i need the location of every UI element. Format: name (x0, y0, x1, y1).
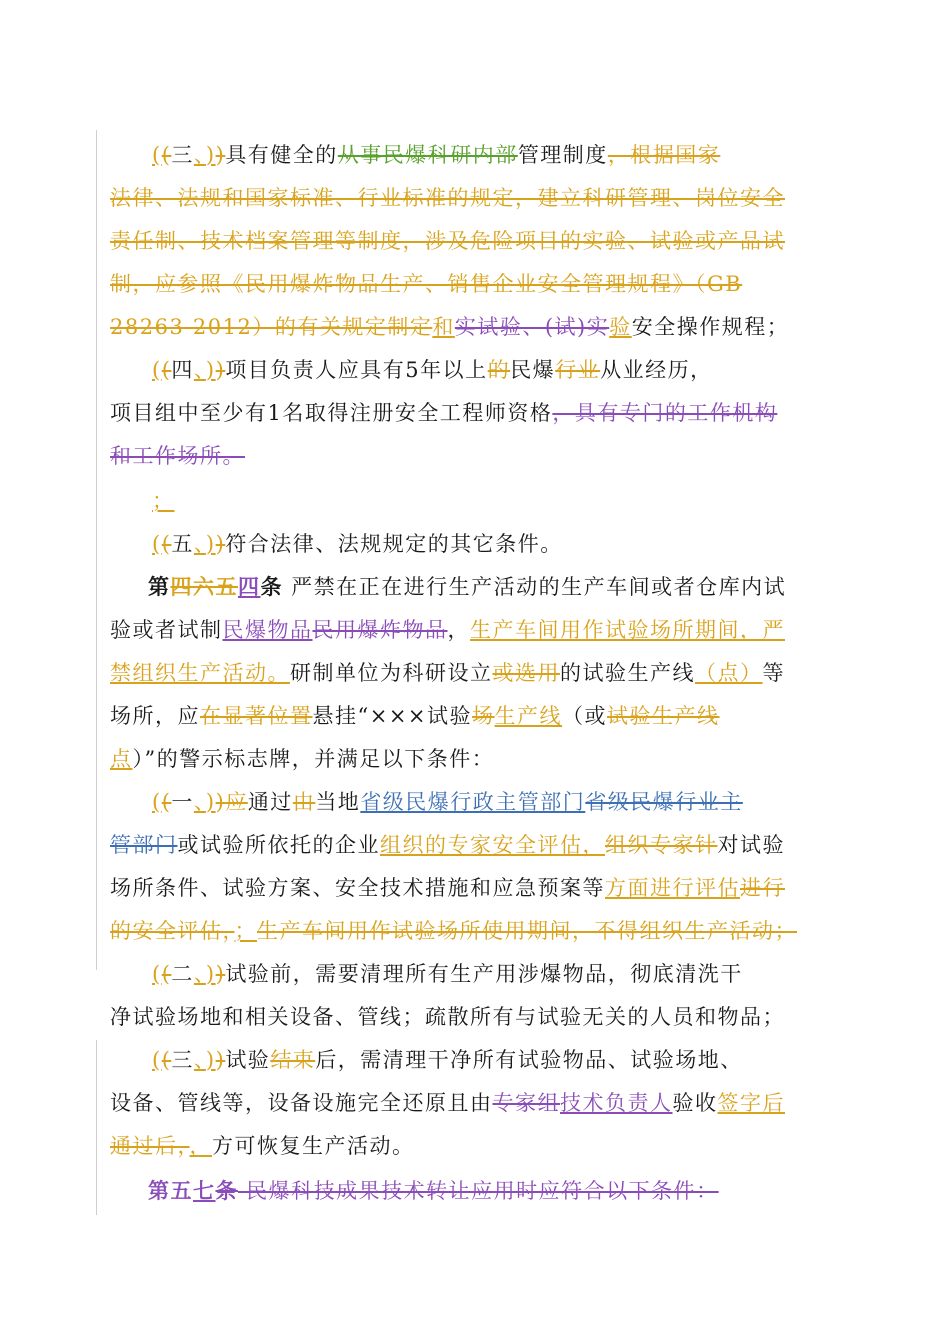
deleted-text: 由 (292, 790, 316, 814)
text-run: 研制单位为科研设立 (290, 661, 493, 685)
deleted-text: 进行 (740, 876, 785, 900)
inserted-text: 省级民爆行政主管部门 (360, 790, 586, 814)
inserted-text: ( (152, 358, 162, 382)
deleted-text: 和工作场所。 (110, 444, 245, 468)
text-run: 通过 (247, 790, 293, 814)
deleted-text: 法律、法规和国家标准、行业标准的规定，建立科研管理、岗位安全 (110, 186, 785, 210)
text-run: 净试验场地和相关设备、管线；疏散所有与试验无关的人员和物品； (110, 1005, 785, 1029)
revision-change-bar-lower (96, 1040, 97, 1215)
deleted-text: 试验生产线 (607, 704, 720, 728)
inserted-text: 七 (193, 1178, 216, 1203)
deleted-text: ) (215, 358, 226, 382)
deleted-text: 专家组 (492, 1091, 560, 1115)
text-run: 项目组中至少有1名取得注册安全工程师资格 (110, 401, 553, 425)
inserted-text: 禁组织生产活动。 (110, 661, 290, 685)
doc-line (152, 529, 892, 559)
deleted-text: ，具有专门的工作机构 (552, 401, 778, 425)
deleted-text: ) (215, 143, 226, 167)
doc-line (110, 269, 850, 299)
deleted-text: ( (161, 790, 172, 814)
doc-line (152, 959, 892, 989)
deleted-text: ) (215, 962, 226, 986)
text-run: 当地 (315, 790, 361, 814)
text-run: 的试验生产线 (560, 661, 695, 685)
inserted-text: ( (152, 1048, 162, 1072)
deleted-text: ) (215, 532, 226, 556)
text-run: 试验前，需要清理所有生产用涉爆物品，彻底清洗干 (225, 962, 743, 986)
doc-line (152, 355, 892, 385)
inserted-text: 、 (193, 143, 206, 167)
text-run: 或试验所依托的企业 (177, 833, 380, 857)
text-run: 三 (171, 1048, 194, 1072)
text-run: 管理制度 (517, 143, 608, 167)
text-run: ， (447, 618, 470, 642)
text-run: 一 (171, 790, 194, 814)
text-run: 方可恢复生产活动。 (212, 1134, 415, 1158)
text-run: 二 (171, 962, 194, 986)
text-run: 场所条件、试验方案、安全技术措施和应急预案等 (110, 876, 605, 900)
deleted-text: 四 (170, 574, 193, 599)
doc-line (110, 1002, 850, 1032)
doc-line (110, 1088, 850, 1118)
article-heading-line (148, 572, 888, 602)
deleted-text: ) (215, 790, 226, 814)
deleted-text: 组织专家针 (605, 833, 718, 857)
inserted-text: 民爆物品 (222, 618, 313, 642)
doc-line (110, 312, 850, 342)
inserted-text: 验 (609, 315, 632, 339)
deleted-text: ( (161, 962, 172, 986)
text-run: 对试验 (717, 833, 785, 857)
deleted-text: 民爆科技成果技术转让应用时应符合以下条件： (238, 1179, 719, 1203)
inserted-text: 、 (193, 790, 206, 814)
deleted-text: ，根据国家 (607, 143, 721, 167)
deleted-text: ) (215, 1048, 226, 1072)
deleted-text: 28263-2012）的有关规定制定 (110, 315, 433, 339)
text-run: 悬挂“×××试验 (312, 704, 473, 728)
inserted-text: ) (205, 143, 216, 167)
text-run: 符合法律、法规规定的其它条件。 (225, 532, 563, 556)
article-heading-line (148, 1176, 888, 1206)
deleted-text: ( (161, 143, 172, 167)
deleted-text: 从事民爆科研内部 (337, 143, 518, 167)
deleted-text: 条 (215, 1178, 238, 1203)
deleted-text: ( (161, 1048, 172, 1072)
inserted-text: 、 (193, 532, 206, 556)
deleted-text: 的 (487, 358, 511, 382)
text-run: 严禁在正在进行生产活动的生产车间或者仓库内试 (283, 575, 787, 599)
doc-line (110, 398, 850, 428)
deleted-text: 民用爆炸物品 (312, 618, 448, 642)
inserted-text: ( (152, 143, 162, 167)
inserted-text: ( (152, 962, 162, 986)
text-run: 安全操作规程； (631, 315, 790, 339)
inserted-text: 技术负责人 (560, 1091, 673, 1115)
doc-line (152, 140, 892, 170)
deleted-text: ( (161, 358, 172, 382)
deleted-text: 或选用 (492, 661, 560, 685)
deleted-text: 生产车间用作试验场所使用期间，不得组织生产活动； (257, 919, 797, 943)
inserted-text: ) (205, 532, 216, 556)
doc-line (110, 1131, 850, 1161)
text-run: 条 (260, 574, 283, 599)
doc-line (110, 226, 850, 256)
inserted-text: ； (152, 489, 175, 513)
inserted-text: 、 (193, 358, 206, 382)
doc-line (110, 615, 850, 645)
text-run: 五 (171, 532, 194, 556)
text-run: 项目负责人应具有5年以上 (225, 358, 488, 382)
deleted-text: 应 (225, 790, 248, 814)
inserted-text: 四 (238, 574, 261, 599)
doc-line (110, 916, 850, 946)
inserted-text: 、 (193, 962, 206, 986)
inserted-text: 、 (193, 1048, 206, 1072)
deleted-text: 责任制、技术档案管理等制度，涉及危险项目的实验、试验或产品试 (110, 229, 785, 253)
deleted-text: 五 (215, 574, 238, 599)
text-run: （或 (562, 704, 608, 728)
inserted-text: ) (205, 358, 216, 382)
text-run: 第 (148, 574, 171, 599)
text-run: 具有健全的 (225, 143, 338, 167)
deleted-text: 在显著位置 (200, 704, 313, 728)
text-run: 设备、管线等，设备设施完全还原且由 (110, 1091, 493, 1115)
text-run: 后，需清理干净所有试验物品、试验场地、 (315, 1048, 743, 1072)
deleted-text: 的安全评估， (110, 919, 235, 943)
inserted-text: ) (205, 962, 216, 986)
doc-line (110, 183, 850, 213)
inserted-text: 和 (432, 315, 455, 339)
text-run: 民爆 (510, 358, 556, 382)
doc-line (110, 658, 850, 688)
deleted-text: ( (161, 532, 172, 556)
text-run: 场所，应 (110, 704, 200, 728)
text-run: 三 (171, 143, 194, 167)
inserted-text: 生产线 (494, 704, 563, 728)
inserted-text: ( (152, 790, 162, 814)
deleted-text: 省级民爆行业主 (585, 790, 743, 814)
doc-line (110, 701, 850, 731)
deleted-text: 实试验、(试)实 (454, 315, 610, 339)
deleted-text: 结束 (270, 1048, 316, 1072)
inserted-text: 生产车间用作试验场所期间，严 (470, 618, 785, 642)
doc-line (152, 1045, 892, 1075)
inserted-text: 点 (110, 747, 133, 771)
text-run: 验收 (672, 1091, 718, 1115)
doc-line (110, 873, 850, 903)
doc-line (110, 744, 850, 774)
doc-line (152, 787, 892, 817)
text-run: ）”的警示标志牌，并满足以下条件： (132, 747, 495, 771)
inserted-text: ( (152, 532, 162, 556)
inserted-text: 方面进行评估 (605, 876, 740, 900)
deleted-text: 行业 (555, 358, 601, 382)
doc-line (152, 486, 892, 516)
doc-line (110, 441, 850, 471)
text-run: 验或者试制 (110, 618, 223, 642)
deleted-text: 六 (193, 574, 216, 599)
text-run: 从业经历， (600, 358, 713, 382)
deleted-text: 通过后， (110, 1134, 190, 1158)
inserted-text: 签字后 (717, 1091, 785, 1115)
doc-line (110, 830, 850, 860)
deleted-text: 制，应参照《民用爆炸物品生产、销售企业安全管理规程》（GB (110, 272, 743, 296)
text-run: 试验 (225, 1048, 271, 1072)
deleted-text: 场 (472, 704, 495, 728)
deleted-text: 管部门 (110, 833, 178, 857)
inserted-text: ， (189, 1134, 212, 1158)
text-run: 第五 (148, 1178, 193, 1203)
revision-change-bar (96, 130, 97, 970)
text-run: 等 (762, 661, 785, 685)
inserted-text: 组织的专家安全评估， (380, 833, 605, 857)
inserted-text: （点） (695, 661, 763, 685)
inserted-text: ) (205, 1048, 216, 1072)
inserted-text: ) (205, 790, 216, 814)
text-run: 四 (171, 358, 194, 382)
inserted-text: ； (234, 919, 257, 943)
